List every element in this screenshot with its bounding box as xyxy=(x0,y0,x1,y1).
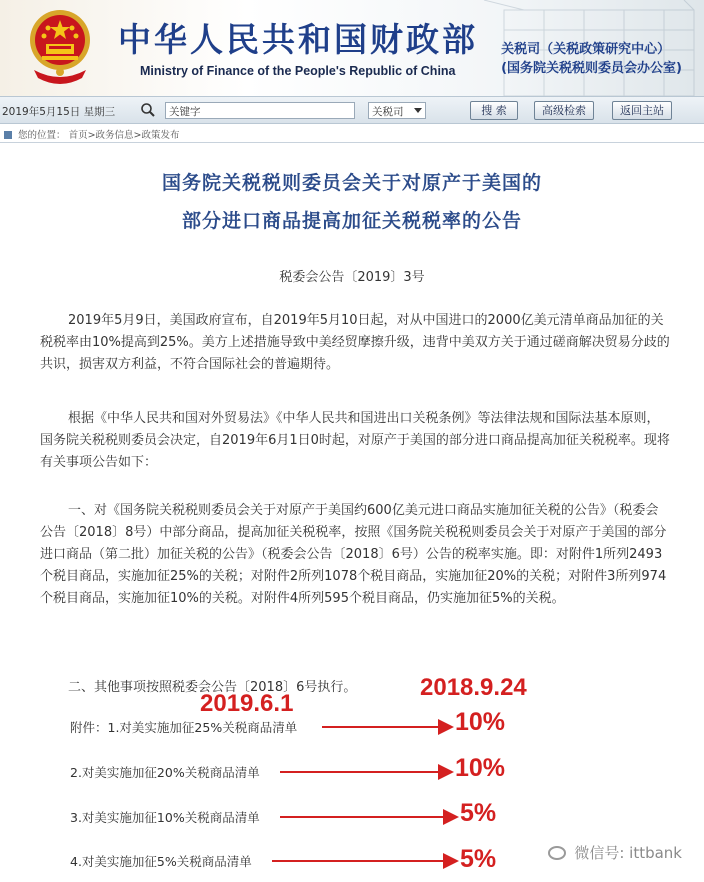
annotation-rate-2: 10% xyxy=(455,754,506,782)
watermark-text: 微信号: ittbank xyxy=(574,844,682,862)
search-toolbar xyxy=(0,96,704,124)
annotation-rate-1: 10% xyxy=(455,708,506,736)
search-icon xyxy=(140,102,156,118)
divider xyxy=(0,142,704,143)
location-icon xyxy=(4,131,12,139)
site-title-cn: 中华人民共和国财政部 xyxy=(118,20,478,59)
document-number: 税委会公告〔2019〕3号 xyxy=(279,270,425,285)
search-input[interactable]: 关键字 xyxy=(165,102,355,119)
paragraph-2: 根据《中华人民共和国对外贸易法》《中华人民共和国进出口关税条例》等法律法规和国际法基本原则，国务院关税税则委员会决定，自2019年6月1日0时起，对原产于美国的部分进口商品提高加征关税税率。现将有关事项公告如下： xyxy=(40,411,670,470)
article-title-line-1: 国务院关税税则委员会关于对原产于美国的 xyxy=(161,172,542,194)
current-date: 2019年5月15日 星期三 xyxy=(2,106,116,118)
annotation-new-date: 2019.6.1 xyxy=(200,690,294,717)
paragraph-3: 一、对《国务院关税税则委员会关于对原产于美国约600亿美元进口商品实施加征关税的公告》（税委会公告〔2018〕8号）中部分商品，提高加征关税税率，按照《国务院关税税则委员会关于对原产于美国的部分进口商品（第二批）加征关税的公告》（税委会公告〔2018〕6号）公告的税率实施。即：对附件1所列2493个税目商品，实施加征25%的关税；对附件2所列1078个税目商品，实施加征20%的关税；对附件3所列974个税目商品，实施加征10%的关税。对附件4所列595个税目商品，仍实施加征5%的关税。 xyxy=(40,503,667,606)
annotation-rate-3: 5% xyxy=(460,799,497,827)
department-line-1: 关税司（关税政策研究中心） xyxy=(501,42,671,57)
annotation-rate-4: 5% xyxy=(460,845,497,873)
department-name xyxy=(501,40,682,78)
paragraph-1: 2019年5月9日，美国政府宣布，自2019年5月10日起，对从中国进口的2000亿美元清单商品加征的关税税率由10%提高到25%。美方上述措施导致中美经贸摩擦升级，违背中美双方关于通过磋商解决贸易分歧的共识，损害双方利益，不符合国际社会的普遍期待。 xyxy=(40,313,670,372)
article-title-line-2: 部分进口商品提高加征关税税率的公告 xyxy=(181,210,522,232)
site-title-en: Ministry of Finance of the People's Republic of China xyxy=(140,64,456,78)
attachment-3[interactable]: 3.对美实施加征10%关税商品清单 xyxy=(70,810,260,825)
search-button[interactable]: 搜 索 xyxy=(470,101,518,120)
search-scope-value: 关税司 xyxy=(372,106,404,118)
site-banner xyxy=(0,0,704,96)
search-scope-select[interactable] xyxy=(368,102,426,119)
chevron-down-icon xyxy=(414,108,422,113)
return-home-button[interactable]: 返回主站 xyxy=(612,101,672,120)
attachment-1[interactable]: 附件：1.对美实施加征25%关税商品清单 xyxy=(70,720,298,735)
breadcrumb xyxy=(0,124,704,142)
national-emblem-icon xyxy=(28,6,92,88)
annotation-old-date: 2018.9.24 xyxy=(420,674,527,701)
attachment-2[interactable]: 2.对美实施加征20%关税商品清单 xyxy=(70,765,260,780)
wechat-icon xyxy=(548,846,566,860)
paragraph-4: 二、其他事项按照税委会公告〔2018〕6号执行。 xyxy=(68,680,357,695)
advanced-search-button[interactable]: 高级检索 xyxy=(534,101,594,120)
breadcrumb-label: 您的位置： xyxy=(18,130,66,141)
attachment-4[interactable]: 4.对美实施加征5%关税商品清单 xyxy=(70,854,252,869)
breadcrumb-path[interactable]: 首页>政务信息>政策发布 xyxy=(68,130,180,141)
wechat-watermark xyxy=(548,842,682,863)
department-line-2: (国务院关税税则委员会办公室) xyxy=(501,61,682,76)
